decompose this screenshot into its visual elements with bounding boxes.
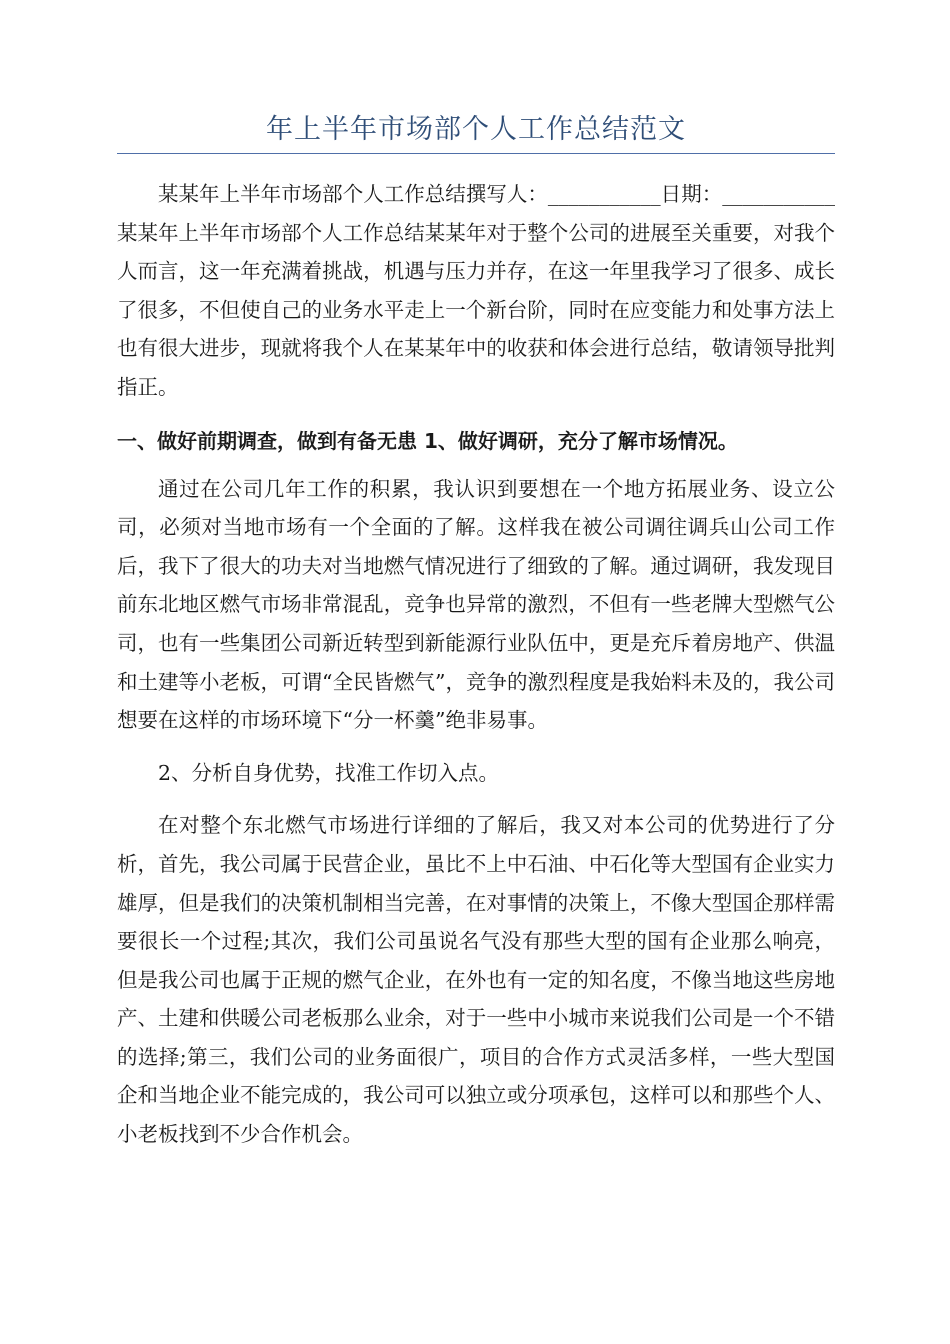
title-underline: [117, 153, 835, 154]
document-page: [117, 0, 835, 1154]
analysis-paragraph: 在对整个东北燃气市场进行详细的了解后，我又对本公司的优势进行了分析，首先，我公司属于民营企业，虽比不上中石油、中石化等大型国有企业实力雄厚，但是我们的决策机制相当完善，在对事情的决策上，不像大型国企那样需要很长一个过程;其次，我们公司虽说名气没有那些大型的国有企业那么响亮，但是我公司也属于正规的燃气企业，在外也有一定的知名度，不像当地这些房地产、土建和供暖公司老板那么业余，对于一些中小城市来说我们公司是一个不错的选择;第三，我们公司的业务面很广，项目的合作方式灵活多样，一些大型国企和当地企业不能完成的，我公司可以独立或分项承包，这样可以和那些个人、小老板找到不少合作机会。: [117, 813, 835, 1147]
intro-paragraph: 某某年上半年市场部个人工作总结撰写人：___________日期：___________某某年上半年市场部个人工作总结某某年对于整个公司的进展至关重要，对我个人而言，这一年充满着挑战，机遇与压力并存，在这一年里我学习了很多、成长了很多，不但使自己的业务水平走上一个新台阶，同时在应变能力和处事方法上也有很大进步，现就将我个人在某某年中的收获和体会进行总结，敬请领导批判指正。: [117, 182, 835, 399]
document-title: 年上半年市场部个人工作总结范文: [266, 114, 686, 145]
research-paragraph: 通过在公司几年工作的积累，我认识到要想在一个地方拓展业务、设立公司，必须对当地市场有一个全面的了解。这样我在被公司调往调兵山公司工作后，我下了很大的功夫对当地燃气情况进行了细致的了解。通过调研，我发现目前东北地区燃气市场非常混乱，竞争也异常的激烈，不但有一些老牌大型燃气公司，也有一些集团公司新近转型到新能源行业队伍中，更是充斥着房地产、供温和土建等小老板，可谓“全民皆燃气”，竞争的激烈程度是我始料未及的，我公司想要在这样的市场环境下“分一杯羹”绝非易事。: [117, 476, 835, 733]
section-heading-1: 一、做好前期调查，做到有备无患 1、做好调研，充分了解市场情况。: [117, 428, 738, 453]
subheading-2: 2、分析自身优势，找准工作切入点。: [158, 760, 500, 785]
